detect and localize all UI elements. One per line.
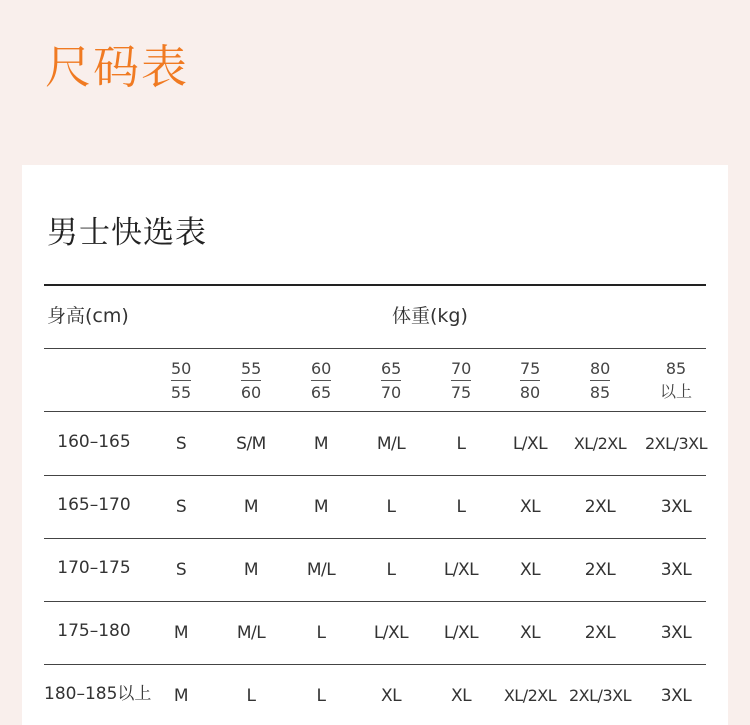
weight-to: 70 (380, 383, 402, 402)
size-cell: L (456, 434, 466, 454)
size-cell: 3XL (660, 623, 692, 643)
row-divider (44, 475, 706, 476)
height-range-label: 175–180 (57, 621, 131, 641)
weight-column-label (216, 361, 286, 401)
weight-from: 70 (451, 361, 471, 381)
size-cell: L (386, 560, 396, 580)
size-cell: 3XL (660, 560, 692, 580)
row-divider (44, 664, 706, 665)
size-cell: 2XL (584, 497, 616, 517)
size-cell: XL (519, 497, 541, 517)
size-cell: 2XL/3XL (569, 686, 631, 705)
header-divider (44, 348, 706, 349)
height-range-label: 165–170 (57, 495, 131, 515)
weight-to: 以上 (659, 382, 692, 401)
weight-column-label (356, 361, 426, 401)
header-bottom-rule (44, 411, 706, 412)
row-divider (44, 538, 706, 539)
size-cell: M (173, 623, 189, 643)
size-cell: XL/2XL (503, 686, 557, 705)
weight-to: 65 (310, 383, 332, 402)
weight-column-label (565, 361, 635, 401)
size-cell: M/L (236, 623, 266, 643)
weight-from: 65 (381, 361, 401, 381)
weight-to: 80 (519, 383, 541, 402)
size-cell: M (313, 497, 329, 517)
weight-from: 85 (665, 359, 687, 378)
size-cell: XL (519, 560, 541, 580)
size-cell: XL (519, 623, 541, 643)
size-cell: L/XL (373, 623, 409, 643)
weight-column-label (495, 361, 565, 401)
size-chart-card (22, 165, 728, 725)
weight-from: 80 (590, 361, 610, 381)
size-cell: M/L (306, 560, 336, 580)
size-cell: 2XL (584, 560, 616, 580)
size-cell: 2XL (584, 623, 616, 643)
weight-from: 50 (171, 361, 191, 381)
size-cell: 3XL (660, 686, 692, 706)
weight-from: 75 (520, 361, 540, 381)
height-column-header: 身高(cm) (47, 305, 129, 327)
weight-to: 85 (589, 383, 611, 402)
weight-column-label (286, 361, 356, 401)
page-title: 尺码表 (45, 40, 189, 94)
size-cell: L/XL (443, 560, 479, 580)
size-cell: M/L (376, 434, 406, 454)
size-cell: 2XL/3XL (645, 434, 707, 453)
size-cell: M (313, 434, 329, 454)
size-cell: M (243, 497, 259, 517)
table-top-rule (44, 284, 706, 286)
card-title: 男士快选表 (47, 215, 207, 251)
weight-column-label (146, 361, 216, 401)
size-cell: S (175, 497, 187, 517)
size-cell: S (175, 434, 187, 454)
weight-column-label (641, 361, 711, 400)
size-cell: M (173, 686, 189, 706)
size-cell: M (243, 560, 259, 580)
size-cell: L (316, 686, 326, 706)
height-range-label: 170–175 (57, 558, 131, 578)
weight-from: 55 (241, 361, 261, 381)
size-cell: L/XL (512, 434, 548, 454)
weight-to: 55 (170, 383, 192, 402)
weight-to: 60 (240, 383, 262, 402)
weight-column-label (426, 361, 496, 401)
row-divider (44, 601, 706, 602)
height-range-label: 160–165 (57, 432, 131, 452)
height-range-label: 180–185以上 (44, 684, 152, 704)
size-cell: XL (380, 686, 402, 706)
size-cell: 3XL (660, 497, 692, 517)
size-cell: S (175, 560, 187, 580)
size-cell: L (246, 686, 256, 706)
weight-to: 75 (450, 383, 472, 402)
size-cell: L (316, 623, 326, 643)
size-cell: XL (450, 686, 472, 706)
size-cell: XL/2XL (573, 434, 627, 453)
weight-column-header: 体重(kg) (392, 305, 468, 327)
size-cell: L/XL (443, 623, 479, 643)
size-cell: S/M (236, 434, 266, 454)
size-cell: L (386, 497, 396, 517)
size-cell: L (456, 497, 466, 517)
weight-from: 60 (311, 361, 331, 381)
